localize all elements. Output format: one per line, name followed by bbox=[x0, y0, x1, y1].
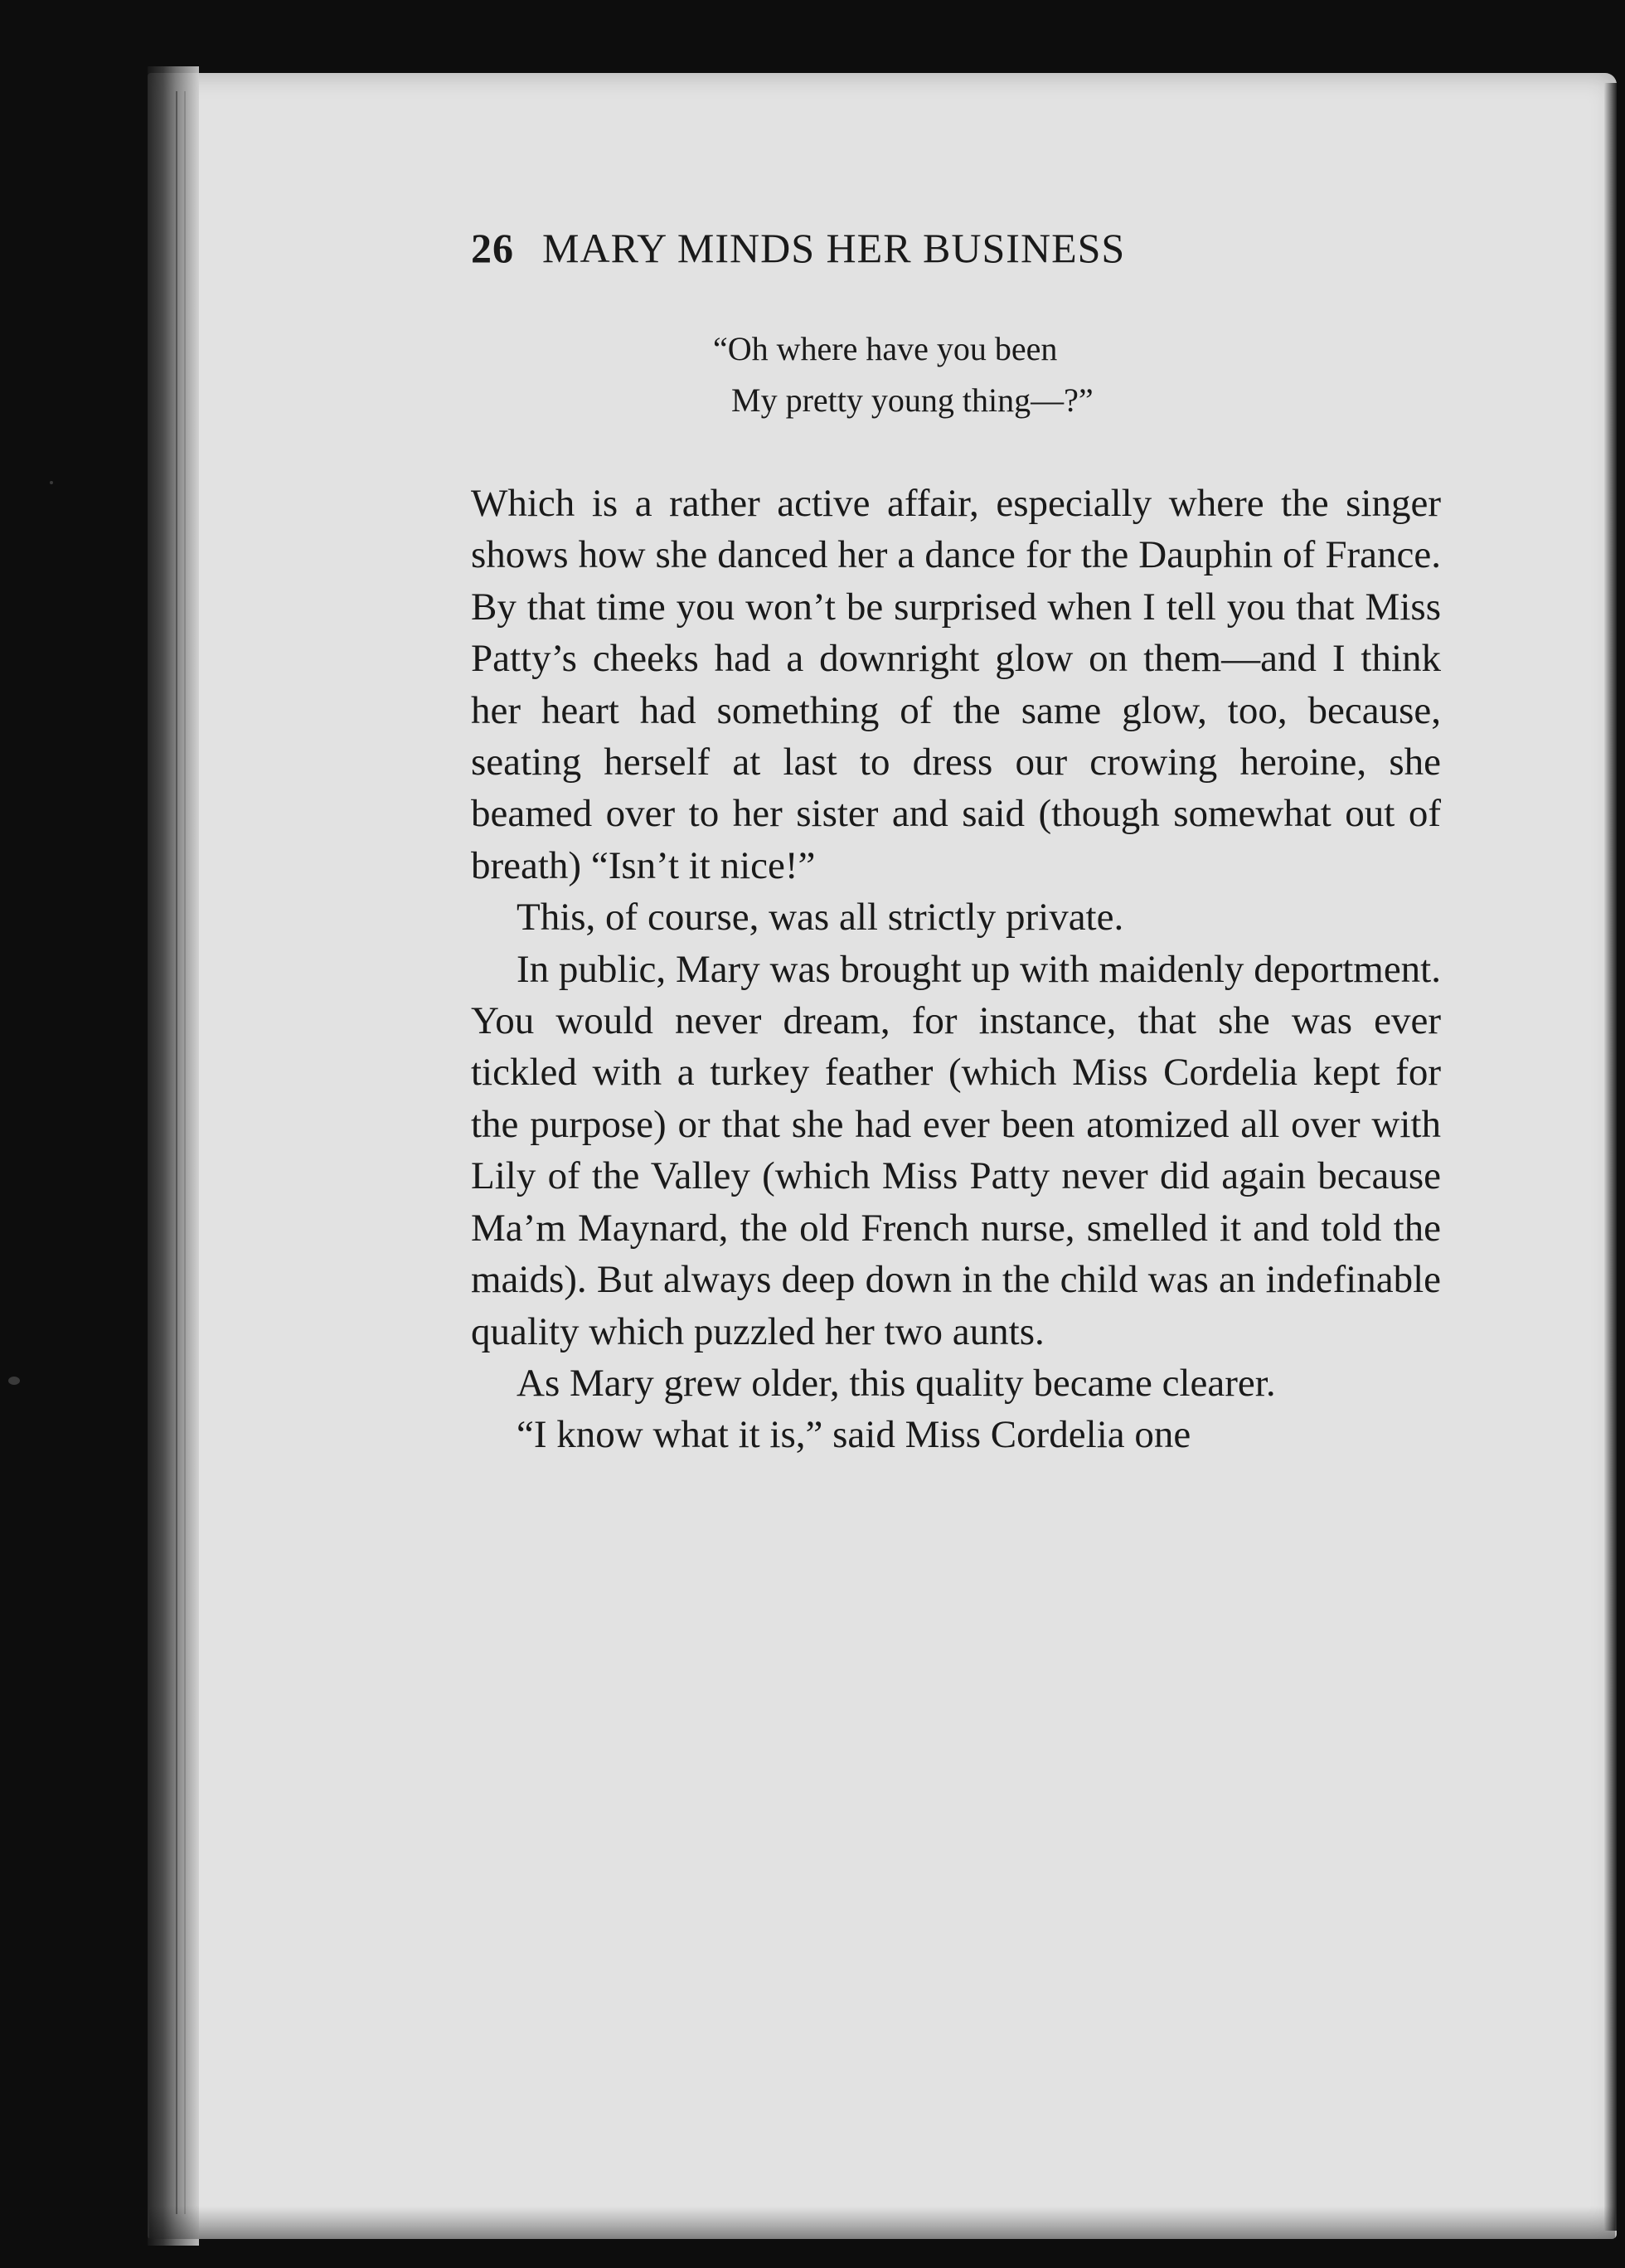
body-text bbox=[471, 478, 1441, 1461]
verse-line: My pretty young thing—?” bbox=[731, 381, 1094, 419]
paragraph: Which is a rather active affair, especially where the singer shows how she danced her a dance for the Dauphin of France. By that time you won’t be surprised when I tell you that Miss Patty’s cheeks had a downright glow on them—and I think her heart had something of the same glow, too, because, seating herself at last to dress our crowing heroine, she beamed over to her sister and said (though somewhat out of breath) “Isn’t it nice!” bbox=[471, 482, 1441, 887]
binding-edge-line bbox=[184, 91, 186, 2214]
scan-speck bbox=[50, 481, 53, 484]
scan-speck bbox=[8, 1377, 20, 1385]
paragraph: As Mary grew older, this quality became clearer. bbox=[517, 1361, 1276, 1405]
paragraph: “I know what it is,” said Miss Cordelia one bbox=[517, 1413, 1191, 1457]
running-title: MARY MINDS HER BUSINESS bbox=[542, 225, 1126, 271]
paragraph: In public, Mary was brought up with maidenly deportment. You would never dream, for instance, that she was ever tickled with a turkey feather (which Miss Cordelia kept for the purpose) or that she had ever been atomized all over with Lily of the Valley (which Miss Patty never did again because Ma’m Maynard, the old French nurse, smelled it and told the maids). But always deep down in the child was an indefinable quality which puzzled her two aunts. bbox=[471, 947, 1441, 1353]
verse-line: “Oh where have you been bbox=[713, 330, 1058, 367]
verse-quote bbox=[713, 323, 1441, 426]
binding-edge-line bbox=[176, 91, 177, 2214]
paragraph: This, of course, was all strictly private. bbox=[517, 896, 1124, 940]
running-head bbox=[471, 224, 1441, 290]
page-number: 26 bbox=[471, 225, 514, 271]
page-binding-gutter bbox=[148, 66, 199, 2246]
page-bottom-shadow bbox=[149, 2206, 1615, 2239]
page-right-edge bbox=[1604, 83, 1617, 2231]
page-text-block bbox=[471, 224, 1441, 1461]
